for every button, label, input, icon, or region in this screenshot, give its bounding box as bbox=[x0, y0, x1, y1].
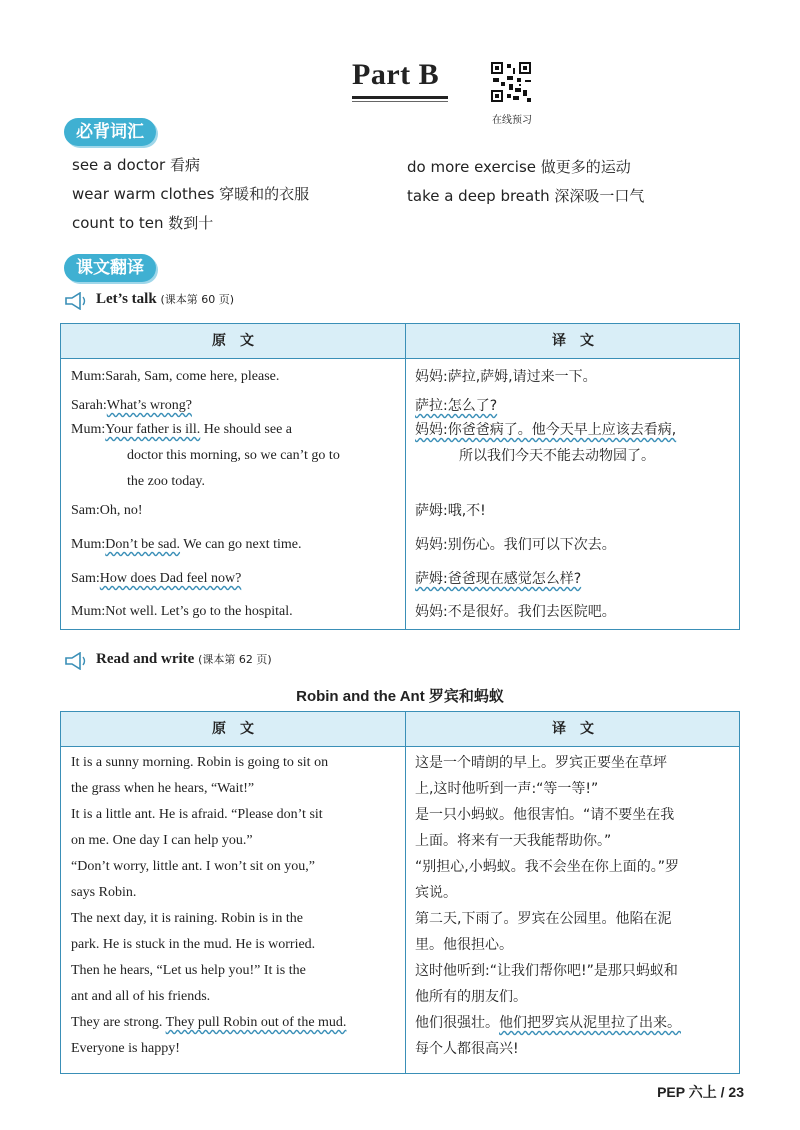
talk-line: Sam:Oh, no! bbox=[71, 503, 143, 518]
story-line: on me. One day I can help you.” bbox=[71, 833, 253, 848]
story-line: park. He is stuck in the mud. He is worried. bbox=[71, 937, 316, 952]
story-translation: 上面。将来有一天我能帮助你。” bbox=[415, 833, 612, 849]
vocab-item: see a doctor 看病 bbox=[72, 156, 200, 174]
story-translation: 他们很强壮。他们把罗宾从泥里拉了出来。 bbox=[415, 1015, 681, 1031]
talk-line: Mum:Don’t be sad. We can go next time. bbox=[71, 537, 302, 552]
page-number: PEP 六上 / 23 bbox=[657, 1084, 744, 1100]
col-original: 原 文 bbox=[212, 333, 254, 349]
vocab-item: do more exercise 做更多的运动 bbox=[407, 158, 631, 176]
story-translation: 上,这时他听到一声:“等一等!” bbox=[415, 781, 599, 797]
megaphone-icon bbox=[64, 652, 88, 670]
col-translation: 译 文 bbox=[552, 333, 594, 349]
talk-translation: 萨姆:爸爸现在感觉怎么样? bbox=[415, 571, 582, 587]
qr-code-icon[interactable] bbox=[489, 60, 533, 104]
talk-line: Sarah:What’s wrong? bbox=[71, 398, 192, 413]
talk-translation: 妈妈:别伤心。我们可以下次去。 bbox=[415, 537, 616, 553]
story-line: It is a sunny morning. Robin is going to sit on bbox=[71, 755, 329, 770]
story-line: says Robin. bbox=[71, 885, 137, 900]
story-translation: 他所有的朋友们。 bbox=[415, 989, 527, 1005]
story-translation: 是一只小蚂蚁。他很害怕。“请不要坐在我 bbox=[415, 807, 675, 823]
talk-line: Sam:How does Dad feel now? bbox=[71, 571, 242, 586]
col-translation: 译 文 bbox=[552, 721, 594, 737]
story-translation: 宾说。 bbox=[415, 885, 457, 901]
story-title: Robin and the Ant 罗宾和蚂蚁 bbox=[296, 688, 504, 705]
story-line: It is a little ant. He is afraid. “Please don’t sit bbox=[71, 807, 323, 822]
story-translation: 每个人都很高兴! bbox=[415, 1041, 519, 1057]
column-divider bbox=[405, 324, 406, 629]
story-line: Everyone is happy! bbox=[71, 1041, 180, 1056]
story-line: ant and all of his friends. bbox=[71, 989, 211, 1004]
story-line: “Don’t worry, little ant. I won’t sit on you,” bbox=[71, 859, 315, 874]
story-line: Then he hears, “Let us help you!” It is the bbox=[71, 963, 306, 978]
read-table bbox=[60, 711, 740, 1074]
translation-badge: 课文翻译 bbox=[64, 254, 156, 282]
talk-line: Mum:Not well. Let’s go to the hospital. bbox=[71, 604, 293, 619]
story-line: the grass when he hears, “Wait!” bbox=[71, 781, 255, 796]
qr-label: 在线预习 bbox=[492, 115, 532, 126]
talk-line-cont: doctor this morning, so we can’t go to bbox=[127, 448, 340, 463]
title-underline-thin bbox=[352, 101, 448, 102]
talk-translation-cont: 所以我们今天不能去动物园了。 bbox=[459, 448, 655, 464]
column-divider bbox=[405, 712, 406, 1073]
talk-heading: Let’s talk (课本第 60 页) bbox=[96, 291, 235, 307]
story-translation: 第二天,下雨了。罗宾在公园里。他陷在泥 bbox=[415, 911, 672, 927]
talk-translation: 萨姆:哦,不! bbox=[415, 503, 486, 519]
vocab-badge: 必背词汇 bbox=[64, 118, 156, 146]
story-translation: 这是一个晴朗的早上。罗宾正要坐在草坪 bbox=[415, 755, 667, 771]
talk-line-cont: the zoo today. bbox=[127, 474, 206, 489]
story-translation: 里。他很担心。 bbox=[415, 937, 513, 953]
talk-translation: 妈妈:不是很好。我们去医院吧。 bbox=[415, 604, 616, 620]
story-translation: “别担心,小蚂蚁。我不会坐在你上面的。”罗 bbox=[415, 859, 679, 875]
story-line: They are strong. They pull Robin out of the mud. bbox=[71, 1015, 347, 1030]
talk-table bbox=[60, 323, 740, 630]
talk-translation: 妈妈:你爸爸病了。他今天早上应该去看病, bbox=[415, 422, 677, 438]
col-original: 原 文 bbox=[212, 721, 254, 737]
talk-translation: 萨拉:怎么了? bbox=[415, 398, 498, 414]
read-heading: Read and write (课本第 62 页) bbox=[96, 651, 272, 667]
vocab-item: wear warm clothes 穿暖和的衣服 bbox=[72, 185, 310, 203]
talk-line: Mum:Sarah, Sam, come here, please. bbox=[71, 369, 280, 384]
vocab-item: take a deep breath 深深吸一口气 bbox=[407, 187, 645, 205]
talk-translation: 妈妈:萨拉,萨姆,请过来一下。 bbox=[415, 369, 597, 385]
megaphone-icon bbox=[64, 292, 88, 310]
title-underline bbox=[352, 96, 448, 99]
page-title: Part B bbox=[352, 58, 440, 91]
story-line: The next day, it is raining. Robin is in the bbox=[71, 911, 304, 926]
story-translation: 这时他听到:“让我们帮你吧!”是那只蚂蚁和 bbox=[415, 963, 678, 979]
talk-line: Mum:Your father is ill. He should see a bbox=[71, 422, 293, 437]
vocab-item: count to ten 数到十 bbox=[72, 214, 214, 232]
